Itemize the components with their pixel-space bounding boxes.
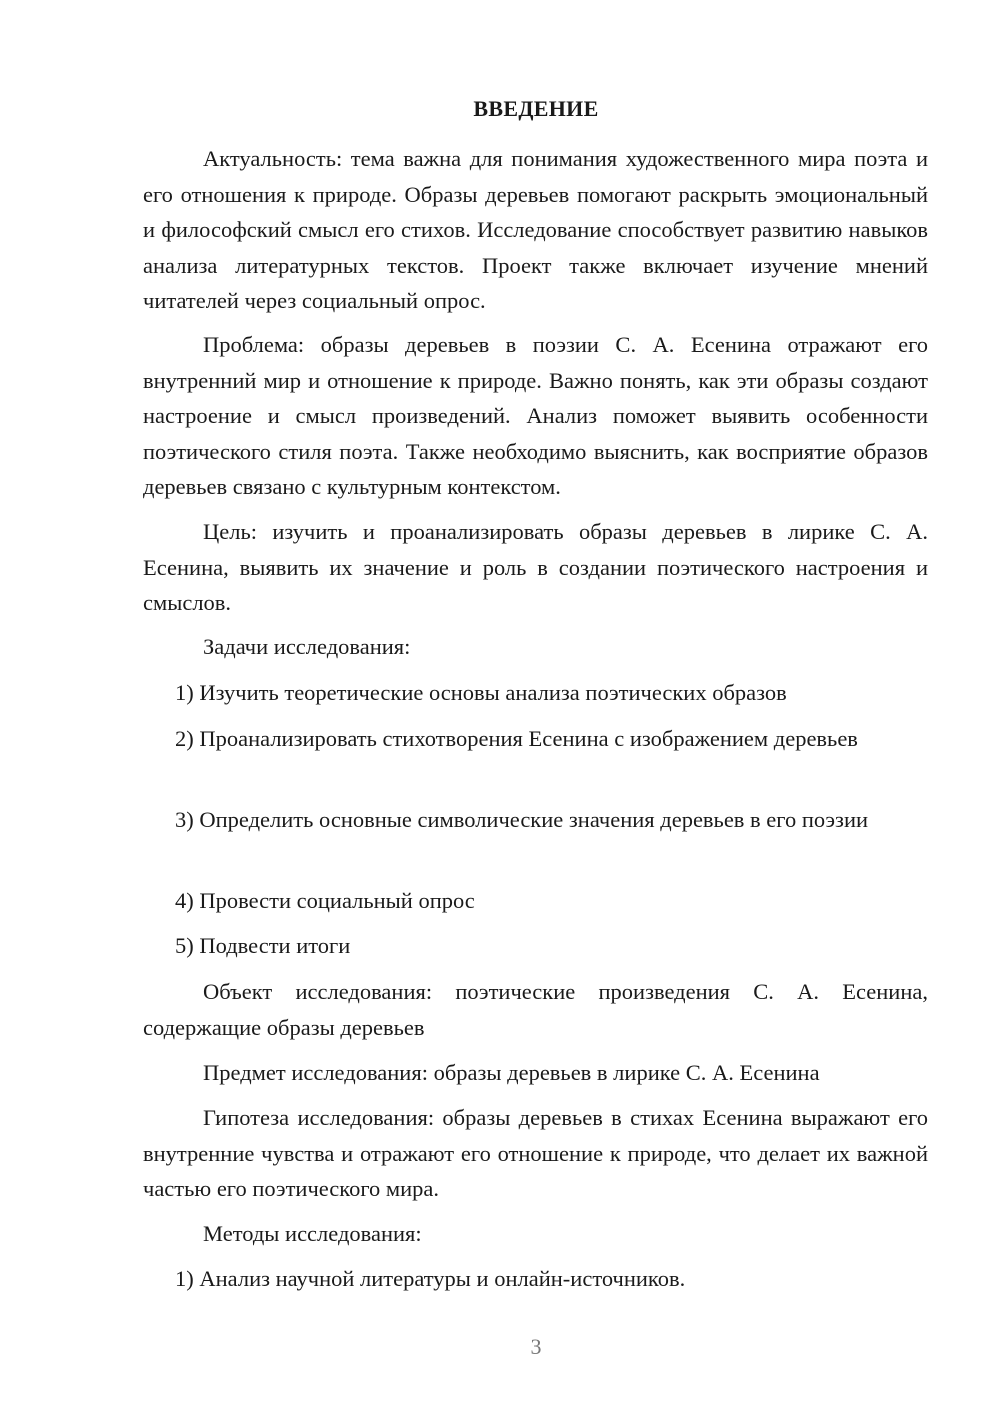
hypothesis-paragraph: Гипотеза исследования: образы деревьев в стихах Есенина выражают его внутренние чувства и отражают его отношение к природе, что делает их важной частью его поэтического мира. [143, 1105, 928, 1201]
relevance-paragraph: Актуальность: тема важна для понимания художественного мира поэта и его отношения к природе. Образы деревьев помогают раскрыть эмоциональный и философский смысл его стихов. Исследование способствует развитию навыков анализа литературных текстов. Проект также включает изучение мнений читателей через социальный опрос. [143, 146, 928, 313]
tasks-heading: Задачи исследования: [203, 634, 411, 659]
task-item-2: 2) Проанализировать стихотворения Есенина с изображением деревьев [175, 726, 858, 751]
subject-paragraph: Предмет исследования: образы деревьев в лирике С. А. Есенина [203, 1060, 820, 1085]
methods-heading: Методы исследования: [203, 1221, 422, 1246]
task-item-3: 3) Определить основные символические значения деревьев в его поэзии [175, 807, 869, 832]
section-heading: ВВЕДЕНИЕ [473, 96, 599, 121]
problem-paragraph: Проблема: образы деревьев в поэзии С. А. Есенина отражают его внутренний мир и отношение к природе. Важно понять, как эти образы создают настроение и смысл произведений. Анализ поможет выявить особенности поэтического стиля поэта. Также необходимо выяснить, как восприятие образов деревьев связано с культурным контекстом. [143, 332, 928, 499]
task-item-5: 5) Подвести итоги [175, 933, 351, 958]
method-item-1: 1) Анализ научной литературы и онлайн-источников. [175, 1266, 686, 1291]
goal-paragraph: Цель: изучить и проанализировать образы деревьев в лирике С. А. Есенина, выявить их значение и роль в создании поэтического настроения и смыслов. [143, 519, 928, 615]
object-paragraph: Объект исследования: поэтические произведения С. А. Есенина, содержащие образы деревьев [143, 979, 928, 1040]
task-item-4: 4) Провести социальный опрос [175, 888, 475, 913]
page-number: 3 [530, 1334, 542, 1359]
task-item-1: 1) Изучить теоретические основы анализа поэтических образов [175, 680, 787, 705]
